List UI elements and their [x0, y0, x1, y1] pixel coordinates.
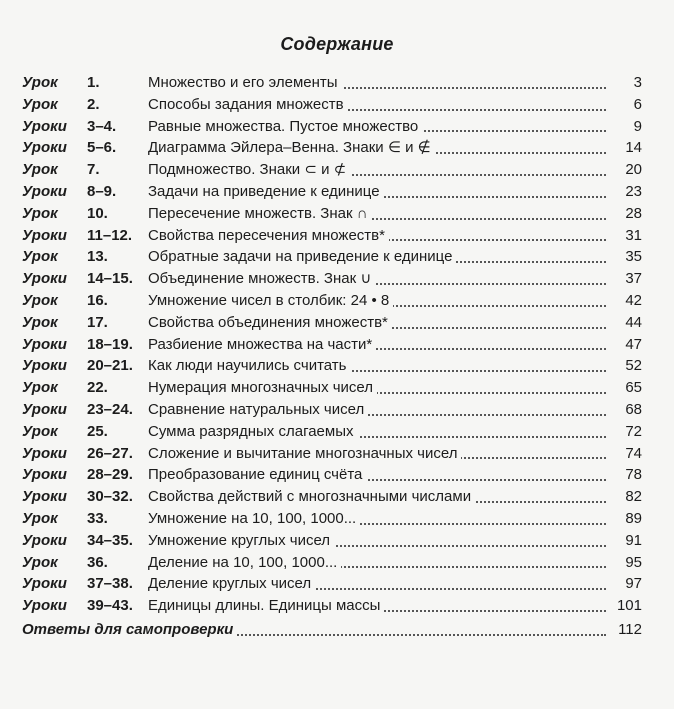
lesson-number: 18–19. [87, 335, 133, 353]
lesson-topic [148, 312, 606, 334]
lesson-number: 20–21. [87, 357, 133, 375]
lesson-topic-text: Диаграмма Эйлера–Венна. Знаки ∈ и ∉ [148, 139, 435, 156]
page-number: 9 [633, 117, 642, 135]
lesson-number: 2. [87, 95, 100, 113]
lesson-number: 37–38. [87, 575, 133, 593]
page-number: 52 [625, 357, 642, 375]
lesson-word: Уроки [22, 444, 67, 462]
lesson-number: 23–24. [87, 400, 133, 418]
lesson-topic [148, 443, 606, 465]
answers-label: Ответы для самопроверки [22, 621, 237, 638]
lesson-word: Уроки [22, 182, 67, 200]
toc-entry[interactable] [22, 246, 642, 268]
lesson-topic [148, 116, 606, 138]
toc-entry[interactable] [22, 355, 642, 377]
answers-entry[interactable] [22, 619, 642, 641]
lesson-number: 16. [87, 291, 108, 309]
lesson-topic [148, 94, 606, 116]
lesson-number: 39–43. [87, 597, 133, 615]
lesson-number: 17. [87, 313, 108, 331]
lesson-word: Урок [22, 291, 58, 309]
lesson-topic [148, 246, 606, 268]
lesson-topic-text: Как люди научились считать [148, 357, 350, 374]
lesson-number: 10. [87, 204, 108, 222]
lesson-number: 25. [87, 422, 108, 440]
lesson-word: Уроки [22, 597, 67, 615]
lesson-topic-text: Умножение на 10, 100, 1000... [148, 510, 360, 527]
lesson-word: Уроки [22, 335, 67, 353]
lesson-word: Уроки [22, 488, 67, 506]
toc-entry[interactable] [22, 421, 642, 443]
lesson-number: 13. [87, 248, 108, 266]
lesson-topic [148, 552, 606, 574]
toc-entry[interactable] [22, 552, 642, 574]
lesson-topic-text: Пересечение множеств. Знак ∩ [148, 205, 372, 222]
page-number: 42 [625, 291, 642, 309]
page-number: 89 [625, 509, 642, 527]
toc-entry[interactable] [22, 94, 642, 116]
lesson-topic-text: Преобразование единиц счёта [148, 466, 366, 483]
lesson-topic-text: Деление на 10, 100, 1000... [148, 554, 341, 571]
lesson-word: Урок [22, 313, 58, 331]
page-number: 74 [625, 444, 642, 462]
lesson-number: 1. [87, 74, 100, 91]
toc-entry[interactable] [22, 268, 642, 290]
lesson-number: 14–15. [87, 270, 133, 288]
toc-entry[interactable] [22, 464, 642, 486]
lesson-number: 22. [87, 379, 108, 397]
lesson-number: 3–4. [87, 117, 117, 135]
lesson-word: Урок [22, 74, 58, 91]
lesson-word: Урок [22, 422, 58, 440]
lesson-word: Урок [22, 379, 58, 397]
lesson-topic-text: Подмножество. Знаки ⊂ и ⊄ [148, 161, 350, 178]
lesson-topic-text: Сравнение натуральных чисел [148, 401, 368, 418]
toc-entry[interactable] [22, 334, 642, 356]
lesson-topic [148, 399, 606, 421]
lesson-topic-text: Умножение круглых чисел [148, 532, 334, 549]
lesson-topic [148, 225, 606, 247]
toc-entry[interactable] [22, 443, 642, 465]
lesson-topic-text: Задачи на приведение к единице [148, 183, 384, 200]
lesson-topic-text: Способы задания множеств [148, 96, 348, 113]
answers-page-number: 112 [618, 621, 642, 638]
lesson-word: Урок [22, 509, 58, 527]
page-number: 97 [625, 575, 642, 593]
toc-entry[interactable] [22, 137, 642, 159]
lesson-word: Урок [22, 553, 58, 571]
toc-entry[interactable] [22, 573, 642, 595]
toc-entry[interactable] [22, 290, 642, 312]
page-number: 37 [625, 270, 642, 288]
lesson-topic [148, 486, 606, 508]
page-number: 35 [625, 248, 642, 266]
lesson-word: Урок [22, 95, 58, 113]
page-number: 65 [625, 379, 642, 397]
lesson-topic [148, 159, 606, 181]
page-number: 91 [625, 531, 642, 549]
lesson-topic-text: Объединение множеств. Знак ∪ [148, 270, 375, 287]
toc-entry[interactable] [22, 225, 642, 247]
lesson-topic [148, 181, 606, 203]
page-number: 6 [633, 95, 642, 113]
lesson-topic-text: Обратные задачи на приведение к единице [148, 248, 456, 265]
lesson-topic-text: Разбиение множества на части* [148, 336, 376, 353]
lesson-topic-text: Свойства действий с многозначными числами [148, 488, 475, 505]
page-number: 101 [616, 597, 642, 615]
toc-entry[interactable] [22, 72, 642, 94]
lesson-topic-text: Умножение чисел в столбик: 24 • 8 [148, 292, 393, 309]
lesson-number: 7. [87, 161, 100, 179]
lesson-word: Уроки [22, 226, 67, 244]
lesson-topic [148, 137, 606, 159]
lesson-topic-text: Деление круглых чисел [148, 575, 315, 592]
lesson-topic [148, 464, 606, 486]
toc-entry[interactable] [22, 159, 642, 181]
page-number: 20 [625, 161, 642, 179]
lesson-word: Уроки [22, 531, 67, 549]
lesson-number: 34–35. [87, 531, 133, 549]
lesson-topic [148, 530, 606, 552]
page-number: 68 [625, 400, 642, 418]
lesson-topic [148, 508, 606, 530]
lesson-topic [148, 377, 606, 399]
page-number: 14 [625, 139, 642, 157]
page-number: 47 [625, 335, 642, 353]
table-of-contents [22, 72, 642, 617]
page-number: 44 [625, 313, 642, 331]
lesson-topic-text: Множество и его элементы [148, 74, 342, 91]
lesson-word: Уроки [22, 270, 67, 288]
page-number: 78 [625, 466, 642, 484]
lesson-topic [148, 72, 606, 94]
lesson-word: Уроки [22, 117, 67, 135]
lesson-word: Урок [22, 248, 58, 266]
page-number: 72 [625, 422, 642, 440]
page-number: 28 [625, 204, 642, 222]
page-title: Содержание [280, 34, 394, 54]
lesson-topic-text: Свойства пересечения множеств* [148, 227, 389, 244]
lesson-topic [148, 573, 606, 595]
lesson-number: 33. [87, 509, 108, 527]
lesson-number: 11–12. [87, 226, 133, 244]
lesson-topic [148, 334, 606, 356]
lesson-word: Уроки [22, 139, 67, 157]
lesson-number: 30–32. [87, 488, 133, 506]
lesson-word: Урок [22, 161, 58, 179]
page-number: 31 [625, 226, 642, 244]
lesson-topic [148, 290, 606, 312]
lesson-topic-text: Нумерация многозначных чисел [148, 379, 377, 396]
page-number: 23 [625, 182, 642, 200]
toc-entry[interactable] [22, 530, 642, 552]
lesson-topic-text: Свойства объединения множеств* [148, 314, 392, 331]
toc-entry[interactable] [22, 116, 642, 138]
lesson-word: Уроки [22, 357, 67, 375]
lesson-topic [148, 355, 606, 377]
lesson-word: Уроки [22, 575, 67, 593]
lesson-topic-text: Равные множества. Пустое множество [148, 118, 422, 135]
lesson-topic [148, 203, 606, 225]
page-number: 3 [633, 74, 642, 91]
toc-entry[interactable] [22, 399, 642, 421]
lesson-number: 26–27. [87, 444, 133, 462]
toc-entry[interactable] [22, 377, 642, 399]
lesson-topic [148, 268, 606, 290]
lesson-word: Уроки [22, 400, 67, 418]
lesson-topic [148, 421, 606, 443]
lesson-topic-text: Сумма разрядных слагаемых [148, 423, 358, 440]
lesson-word: Уроки [22, 466, 67, 484]
lesson-number: 8–9. [87, 182, 117, 200]
toc-entry[interactable] [22, 181, 642, 203]
toc-entry[interactable] [22, 508, 642, 530]
page-number: 95 [625, 553, 642, 571]
lesson-number: 28–29. [87, 466, 133, 484]
toc-entry[interactable] [22, 312, 642, 334]
lesson-number: 36. [87, 553, 108, 571]
toc-entry[interactable] [22, 203, 642, 225]
lesson-number: 5–6. [87, 139, 117, 157]
lesson-topic-text: Сложение и вычитание многозначных чисел [148, 445, 461, 462]
lesson-topic [148, 595, 606, 617]
toc-entry[interactable] [22, 486, 642, 508]
page-number: 82 [625, 488, 642, 506]
lesson-word: Урок [22, 204, 58, 222]
toc-entry[interactable] [22, 595, 642, 617]
lesson-topic-text: Единицы длины. Единицы массы [148, 597, 384, 614]
